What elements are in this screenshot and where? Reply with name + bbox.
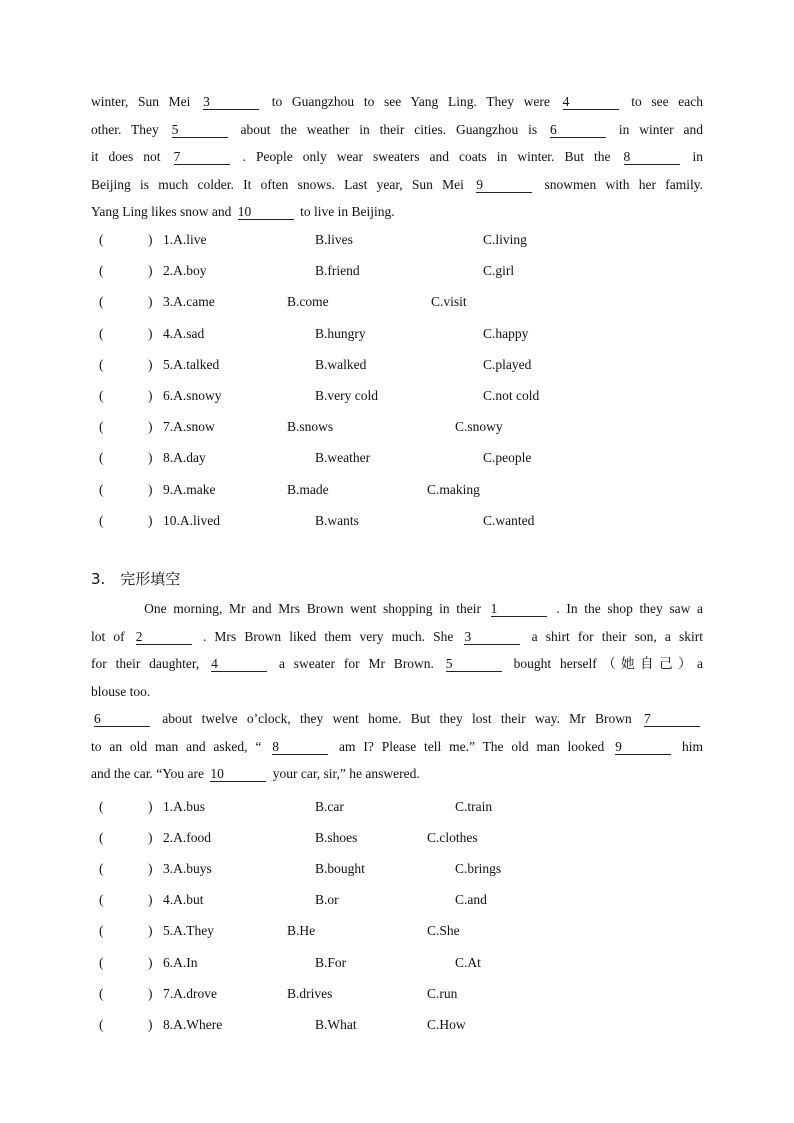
option-a[interactable]: 7.A.drove <box>163 985 217 1001</box>
answer-paren-left: ( <box>99 263 104 279</box>
passage-text: Beijing is much colder. It often snows. Last year, Sun Mei <box>91 176 464 192</box>
answer-paren-left: ( <box>99 294 104 310</box>
option-b[interactable]: B.walked <box>315 356 367 372</box>
option-b[interactable]: B.He <box>287 923 316 939</box>
passage-3 <box>91 595 703 788</box>
option-a[interactable]: 9.A.make <box>163 481 216 497</box>
passage-text: for their daughter, <box>91 656 200 671</box>
option-a[interactable]: 3.A.came <box>163 294 215 310</box>
answer-blank[interactable]: 10 <box>238 204 294 220</box>
answer-paren-left: ( <box>99 481 104 497</box>
option-c[interactable]: C.played <box>483 356 532 372</box>
answer-paren-left: ( <box>99 512 104 528</box>
passage-line <box>91 650 703 678</box>
option-c[interactable]: C.snowy <box>455 419 503 435</box>
passage-text: in winter and <box>618 121 704 137</box>
answer-paren-right: ) <box>148 356 153 372</box>
passage-text: . In the shop they saw a <box>556 601 704 616</box>
option-a[interactable]: 2.A.food <box>163 830 211 846</box>
passage-text: your car, sir,” he answered. <box>272 766 420 781</box>
option-c[interactable]: C.not cold <box>483 388 540 403</box>
answer-paren-left: ( <box>99 985 104 1001</box>
answer-paren-left: ( <box>99 799 104 814</box>
passage-line <box>91 623 703 651</box>
option-a[interactable]: 2.A.boy <box>163 263 207 279</box>
answer-paren-right: ) <box>148 325 153 341</box>
answer-blank[interactable]: 2 <box>136 629 192 645</box>
option-c[interactable]: C.How <box>427 1016 466 1032</box>
passage-line <box>91 705 703 733</box>
answer-paren-right: ) <box>148 985 153 1001</box>
option-c[interactable]: C.At <box>455 954 481 970</box>
passage-line <box>91 760 703 788</box>
option-a[interactable]: 6.A.snowy <box>163 388 222 403</box>
answer-paren-left: ( <box>99 892 104 908</box>
answer-paren-right: ) <box>148 481 153 497</box>
answer-paren-right: ) <box>148 923 153 939</box>
passage-text: Yang Ling likes snow and <box>91 204 232 219</box>
passage-text: it does not <box>91 149 161 164</box>
answer-blank[interactable]: 4 <box>563 94 619 110</box>
option-c[interactable]: C.visit <box>431 294 467 310</box>
answer-paren-right: ) <box>148 294 153 310</box>
answer-blank[interactable]: 6 <box>94 711 150 727</box>
passage-line <box>91 733 703 761</box>
option-a[interactable]: 8.A.day <box>163 450 206 466</box>
option-a[interactable]: 3.A.buys <box>163 861 212 877</box>
passage-text: blouse too. <box>91 683 151 699</box>
answer-paren-left: ( <box>99 450 104 466</box>
passage-text: about twelve o’clock, they went home. But they lost their way. Mr Brown <box>162 711 632 726</box>
option-a[interactable]: 1.A.bus <box>163 799 206 814</box>
option-b[interactable]: B.For <box>315 954 347 970</box>
option-a[interactable]: 7.A.snow <box>163 419 215 435</box>
option-a[interactable]: 5.A.talked <box>163 356 220 372</box>
passage-text: to Guangzhou to see Yang Ling. They were <box>271 94 550 109</box>
answer-paren-left: ( <box>99 356 104 372</box>
answer-paren-right: ) <box>148 419 153 435</box>
passage-text: him <box>682 738 704 754</box>
answer-blank[interactable]: 3 <box>203 94 259 110</box>
passage-line <box>91 116 703 144</box>
answer-paren-left: ( <box>99 388 104 403</box>
option-b[interactable]: B.snows <box>287 419 334 435</box>
option-c[interactable]: C.wanted <box>483 512 535 528</box>
answer-paren-right: ) <box>148 892 153 908</box>
answer-blank[interactable]: 8 <box>624 149 680 165</box>
passage-text: to see each <box>631 94 704 109</box>
passage-line <box>91 171 703 199</box>
option-c[interactable]: C.train <box>455 799 493 814</box>
answer-paren-right: ) <box>148 388 153 403</box>
option-b[interactable]: B.hungry <box>315 325 366 341</box>
answer-paren-right: ) <box>148 830 153 846</box>
answer-paren-right: ) <box>148 954 153 970</box>
answer-paren-left: ( <box>99 954 104 970</box>
passage-text: a shirt for their son, a skirt <box>531 628 704 644</box>
answer-paren-left: ( <box>99 861 104 877</box>
option-c[interactable]: C.run <box>427 985 458 1001</box>
option-b[interactable]: B.or <box>315 892 339 908</box>
answer-blank[interactable]: 7 <box>644 711 700 727</box>
option-a[interactable]: 1.A.live <box>163 232 207 247</box>
option-b[interactable]: B.drives <box>287 985 333 1001</box>
answer-blank[interactable]: 9 <box>476 177 532 193</box>
option-c[interactable]: C.girl <box>483 263 515 279</box>
option-b[interactable]: B.friend <box>315 263 360 279</box>
answer-blank[interactable]: 5 <box>172 122 228 138</box>
option-b[interactable]: B.wants <box>315 512 359 528</box>
answer-blank[interactable]: 4 <box>211 656 267 672</box>
option-a[interactable]: 4.A.but <box>163 892 204 908</box>
passage-text: in <box>692 149 704 164</box>
passage-text: to live in Beijing. <box>300 204 395 219</box>
option-b[interactable]: B.made <box>287 481 329 497</box>
option-c[interactable]: C.She <box>427 923 460 939</box>
option-b[interactable]: B.car <box>315 799 344 814</box>
answer-blank[interactable]: 7 <box>174 149 230 165</box>
passage-text: bought herself（她自己）a <box>513 656 704 671</box>
passage-text: winter, Sun Mei <box>91 94 191 109</box>
option-c[interactable]: C.clothes <box>427 830 478 846</box>
passage-2 <box>91 88 703 226</box>
answer-blank[interactable]: 9 <box>615 739 671 755</box>
answer-paren-left: ( <box>99 419 104 435</box>
option-c[interactable]: C.making <box>427 481 480 497</box>
passage-text: am I? Please tell me.” The old man looked <box>339 738 605 754</box>
option-b[interactable]: B.shoes <box>315 830 358 846</box>
answer-paren-right: ) <box>148 450 153 466</box>
answer-paren-left: ( <box>99 232 104 247</box>
answer-paren-left: ( <box>99 923 104 939</box>
answer-paren-right: ) <box>148 263 153 279</box>
answer-blank[interactable]: 1 <box>491 601 547 617</box>
passage-text: other. They <box>91 121 159 137</box>
passage-text: a sweater for Mr Brown. <box>278 656 434 671</box>
option-c[interactable]: C.happy <box>483 325 529 341</box>
passage-text: to an old man and asked, “ <box>91 738 262 754</box>
option-b[interactable]: B.very cold <box>315 388 378 403</box>
option-b[interactable]: B.bought <box>315 861 365 877</box>
answer-paren-right: ) <box>148 861 153 877</box>
answer-paren-left: ( <box>99 1016 104 1032</box>
answer-blank[interactable]: 5 <box>446 656 502 672</box>
answer-paren-left: ( <box>99 830 104 846</box>
passage-text: and the car. “You are <box>91 766 204 781</box>
option-b[interactable]: B.What <box>315 1016 357 1032</box>
passage-line <box>91 143 703 171</box>
option-a[interactable]: 6.A.In <box>163 954 198 970</box>
passage-text: snowmen with her family. <box>544 176 703 192</box>
answer-paren-right: ) <box>148 1016 153 1032</box>
option-b[interactable]: B.weather <box>315 450 371 466</box>
option-c[interactable]: C.living <box>483 232 527 247</box>
passage-line <box>91 678 703 706</box>
option-c[interactable]: C.brings <box>455 861 502 877</box>
option-a[interactable]: 8.A.Where <box>163 1016 223 1032</box>
answer-paren-left: ( <box>99 325 104 341</box>
passage-line <box>91 198 703 226</box>
option-a[interactable]: 4.A.sad <box>163 325 205 341</box>
option-a[interactable]: 10.A.lived <box>163 512 220 528</box>
section-3-heading: 3. 完形填空 <box>91 570 181 588</box>
option-b[interactable]: B.come <box>287 294 329 310</box>
passage-text: about the weather in their cities. Guangzhou is <box>240 121 538 137</box>
answer-blank[interactable]: 8 <box>272 739 328 755</box>
answer-blank[interactable]: 6 <box>550 122 606 138</box>
passage-line <box>91 595 703 623</box>
passage-text: One morning, Mr and Mrs Brown went shopping in their <box>91 601 482 616</box>
answer-blank[interactable]: 10 <box>210 766 266 782</box>
option-a[interactable]: 5.A.They <box>163 923 214 939</box>
passage-line <box>91 88 703 116</box>
passage-text: . People only wear sweaters and coats in winter. But the <box>242 149 611 164</box>
option-b[interactable]: B.lives <box>315 232 353 247</box>
passage-text: . Mrs Brown liked them very much. She <box>202 628 454 644</box>
answer-paren-right: ) <box>148 799 153 814</box>
passage-text: lot of <box>91 628 125 644</box>
option-c[interactable]: C.and <box>455 892 487 908</box>
answer-paren-right: ) <box>148 232 153 247</box>
answer-paren-right: ) <box>148 512 153 528</box>
option-c[interactable]: C.people <box>483 450 532 466</box>
answer-blank[interactable]: 3 <box>464 629 520 645</box>
